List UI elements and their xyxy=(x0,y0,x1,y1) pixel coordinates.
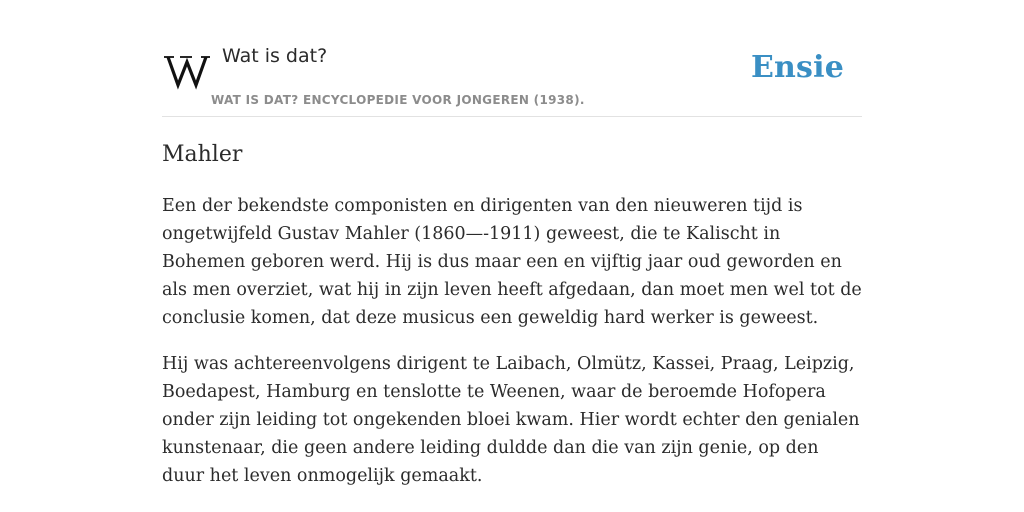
wikipedia-w-icon[interactable] xyxy=(164,50,210,90)
article-paragraph: Hij was achtereenvolgens dirigent te Laibach, Olmütz, Kassei, Praag, Leipzig, Boedapest, Hamburg en tenslotte te Weenen, waar de beroemde Hofopera onder zijn leiding tot ongekenden bloei kwam. Hier wordt echter den genialen kunstenaar, die geen andere leiding duldde dan die van zijn genie, op den duur het leven onmogelijk gemaakt. xyxy=(162,354,860,486)
article-title: Mahler xyxy=(162,142,243,167)
site-subtitle: WAT IS DAT? ENCYCLOPEDIE VOOR JONGEREN (1938). xyxy=(211,93,585,107)
article-paragraph: Een der bekendste componisten en dirigenten van den nieuweren tijd is ongetwijfeld Gustav Mahler (1860—-1911) geweest, die te Kalischt in Bohemen geboren werd. Hij is dus maar een en vijftig jaar oud geworden en als men overziet, wat hij in zijn leven heeft afgedaan, dan moet men wel tot de conclusie komen, dat deze musicus een geweldig hard werker is geweest. xyxy=(162,196,862,328)
site-title[interactable]: Wat is dat? xyxy=(222,45,328,67)
header xyxy=(162,0,862,117)
brand-logo-link[interactable]: Ensie xyxy=(750,50,844,85)
article xyxy=(162,140,862,508)
